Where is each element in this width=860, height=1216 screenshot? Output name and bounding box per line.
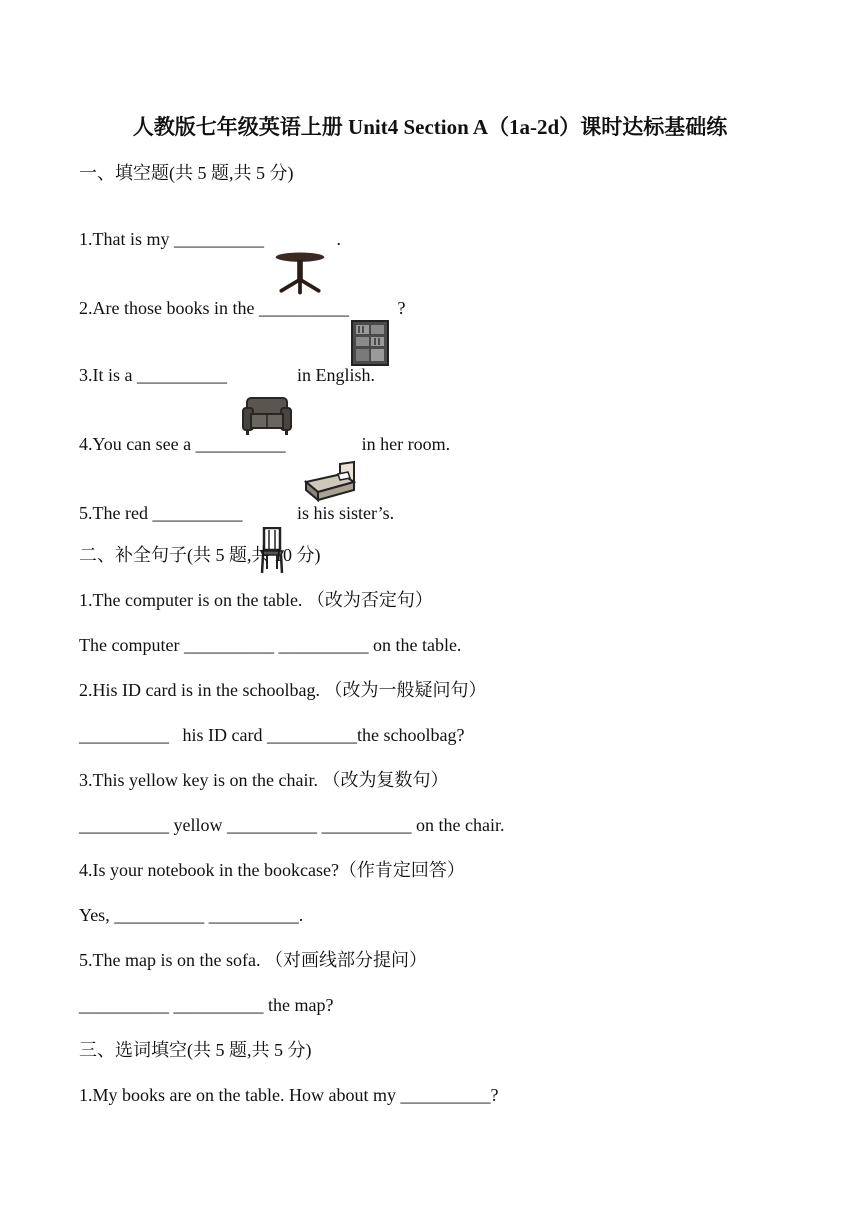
page-title: 人教版七年级英语上册 Unit4 Section A（1a-2d）课时达标基础练	[132, 115, 728, 139]
chair-icon	[258, 479, 286, 527]
question-1-1	[79, 204, 341, 274]
table-icon	[272, 200, 328, 250]
section1-heading: 一、填空题(共 5 题,共 5 分)	[79, 163, 294, 183]
question-text: 3.It is a __________	[79, 365, 227, 385]
question-text: 4.You can see a __________	[79, 434, 286, 454]
question-suffix: in English.	[297, 365, 376, 385]
section2-line-1: 1.The computer is on the table. （改为否定句）	[79, 590, 433, 610]
section2-line-8: Yes, __________ __________.	[79, 905, 304, 925]
question-1-5	[79, 474, 394, 552]
section2-line-6: __________ yellow __________ __________ on the chair.	[79, 815, 505, 835]
sofa-icon	[241, 346, 293, 390]
question-suffix: is his sister’s.	[292, 503, 395, 523]
question-suffix: ?	[392, 298, 406, 318]
section3-line-1: 1.My books are on the table. How about my __________?	[79, 1085, 499, 1105]
section2-line-4: __________ his ID card __________the schoolbag?	[79, 725, 465, 745]
question-1-2	[79, 270, 405, 346]
section2-line-2: The computer __________ __________ on the table.	[79, 635, 462, 655]
section2-line-7: 4.Is your notebook in the bookcase?（作肯定回答）	[79, 860, 465, 880]
section2-line-3: 2.His ID card is in the schoolbag. （改为一般疑问句）	[79, 680, 487, 700]
section2-line-5: 3.This yellow key is on the chair. （改为复数句）	[79, 770, 449, 790]
section2-heading: 二、补全句子(共 5 题,共 10 分)	[79, 545, 321, 565]
section3-heading: 三、选词填空(共 5 题,共 5 分)	[79, 1040, 312, 1060]
bed-icon	[302, 412, 358, 458]
question-suffix: .	[332, 229, 341, 249]
question-1-3	[79, 340, 375, 410]
question-text: 1.That is my __________	[79, 229, 264, 249]
section2-line-9: 5.The map is on the sofa. （对画线部分提问）	[79, 950, 427, 970]
question-text: 2.Are those books in the __________	[79, 298, 349, 318]
bookcase-icon	[351, 272, 389, 318]
section2-line-10: __________ __________ the map?	[79, 995, 334, 1015]
question-text: 5.The red __________	[79, 503, 243, 523]
question-1-4	[79, 404, 450, 484]
question-suffix: in her room.	[361, 434, 451, 454]
